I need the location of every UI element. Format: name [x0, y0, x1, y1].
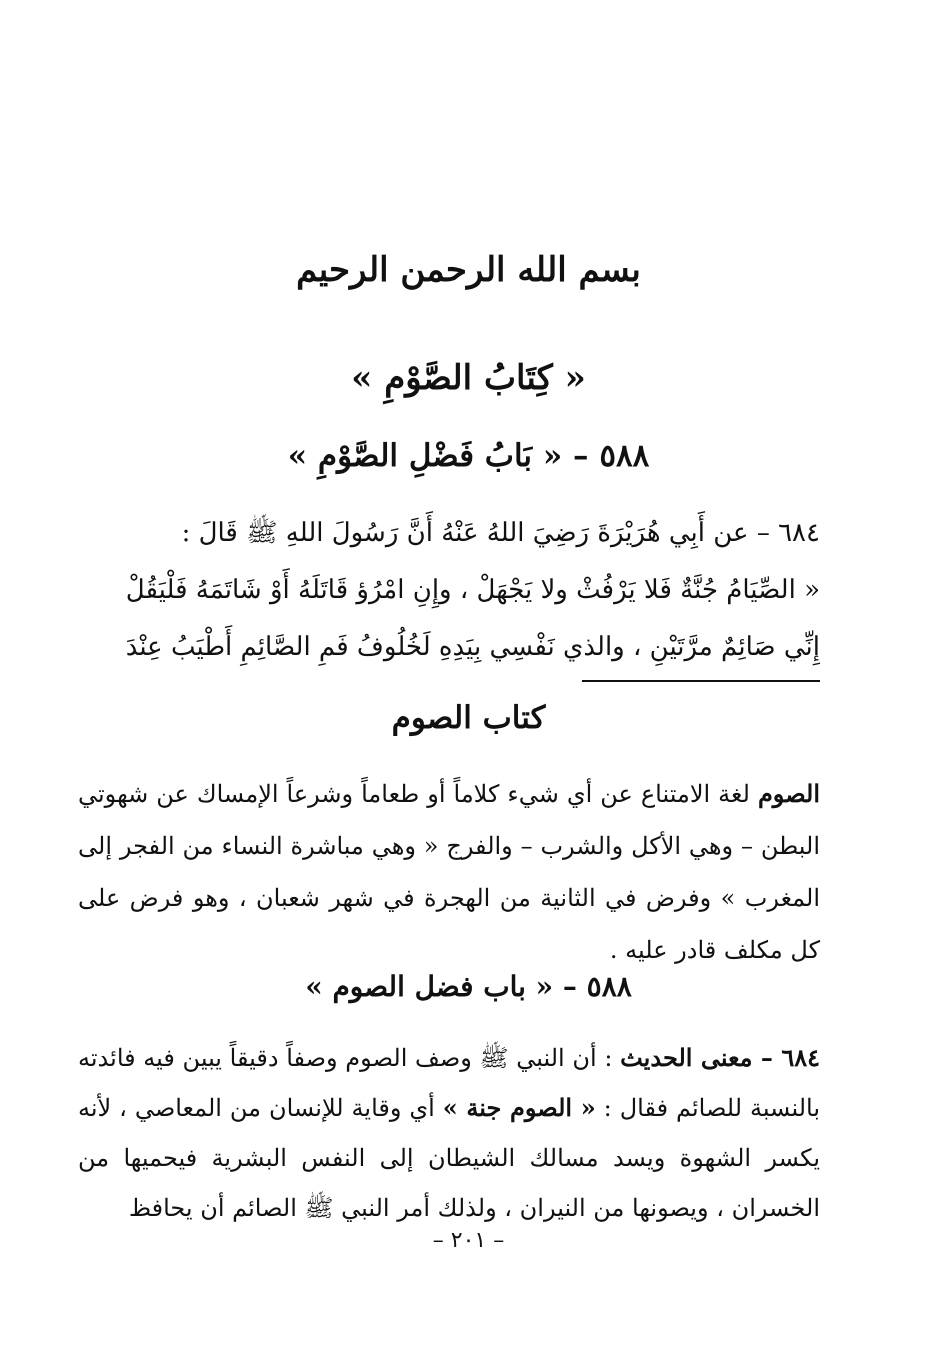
- page-number: – ٢٠١ –: [432, 1228, 505, 1253]
- meaning-text-part1: : أن النبي ﷺ وصف الصوم وصفاً دقيقاً يبين فيه فائدته بالنسبة للصائم فقال :: [78, 1044, 821, 1122]
- commentary-chapter-title: ٥٨٨ – « باب فضل الصوم »: [305, 970, 632, 1003]
- chapter-title: ٥٨٨ – « بَابُ فَضْلِ الصَّوْمِ »: [287, 438, 650, 474]
- meaning-paragraph: [78, 1033, 820, 1233]
- footnote-divider: [582, 680, 820, 682]
- sawm-definition-text: لغة الامتناع عن أي شيء كلاماً أو طعاماً وشرعاً الإمساك عن شهوتي البطن – وهي الأكل والشرب – والفرج « وهي مباشرة النساء من الفجر إلى المغرب » وفرض في الثانية من الهجرة في شهر شعبان ، وهو فرض على كل مكلف قادر عليه .: [78, 780, 820, 964]
- book-title: « كِتَابُ الصَّوْمِ »: [351, 358, 586, 398]
- sawm-lead-term: الصوم: [757, 779, 820, 808]
- sawm-definition-paragraph: [78, 768, 820, 976]
- meaning-lead: ٦٨٤ – معنى الحديث: [620, 1043, 821, 1072]
- hadith-line: إِنِّي صَائِمٌ مرَّتَيْنِ ، والذي نَفْسِي بِيَدِهِ لَخُلُوفُ فَمِ الصَّائِمِ أَطْيَبُ عِنْدَ: [125, 632, 820, 662]
- basmala-heading: بسم الله الرحمن الرحيم: [296, 250, 641, 290]
- meaning-quote: « الصوم جنة »: [442, 1093, 596, 1122]
- hadith-line: « الصِّيَامُ جُنَّةٌ فَلا يَرْفُثْ ولا يَجْهَلْ ، وإِنِ امْرُؤ قَاتَلَهُ أَوْ شَاتَمَهُ فَلْيَقُلْ: [125, 575, 820, 605]
- hadith-line: ٦٨٤ – عن أَبِي هُرَيْرَةَ رَضِيَ اللهُ عَنْهُ أَنَّ رَسُولَ اللهِ ﷺ قَالَ :: [181, 518, 820, 548]
- meaning-text-part2: أي وقاية للإنسان من المعاصي ، لأنه يكسر الشهوة ويسد مسالك الشيطان إلى النفس البشرية فيحميها من الخسران ، ويصونها من النيران ، ولذلك أمر النبي ﷺ الصائم أن يحافظ: [78, 1094, 820, 1222]
- hadith-text: [78, 505, 820, 676]
- commentary-title: كتاب الصوم: [391, 700, 546, 736]
